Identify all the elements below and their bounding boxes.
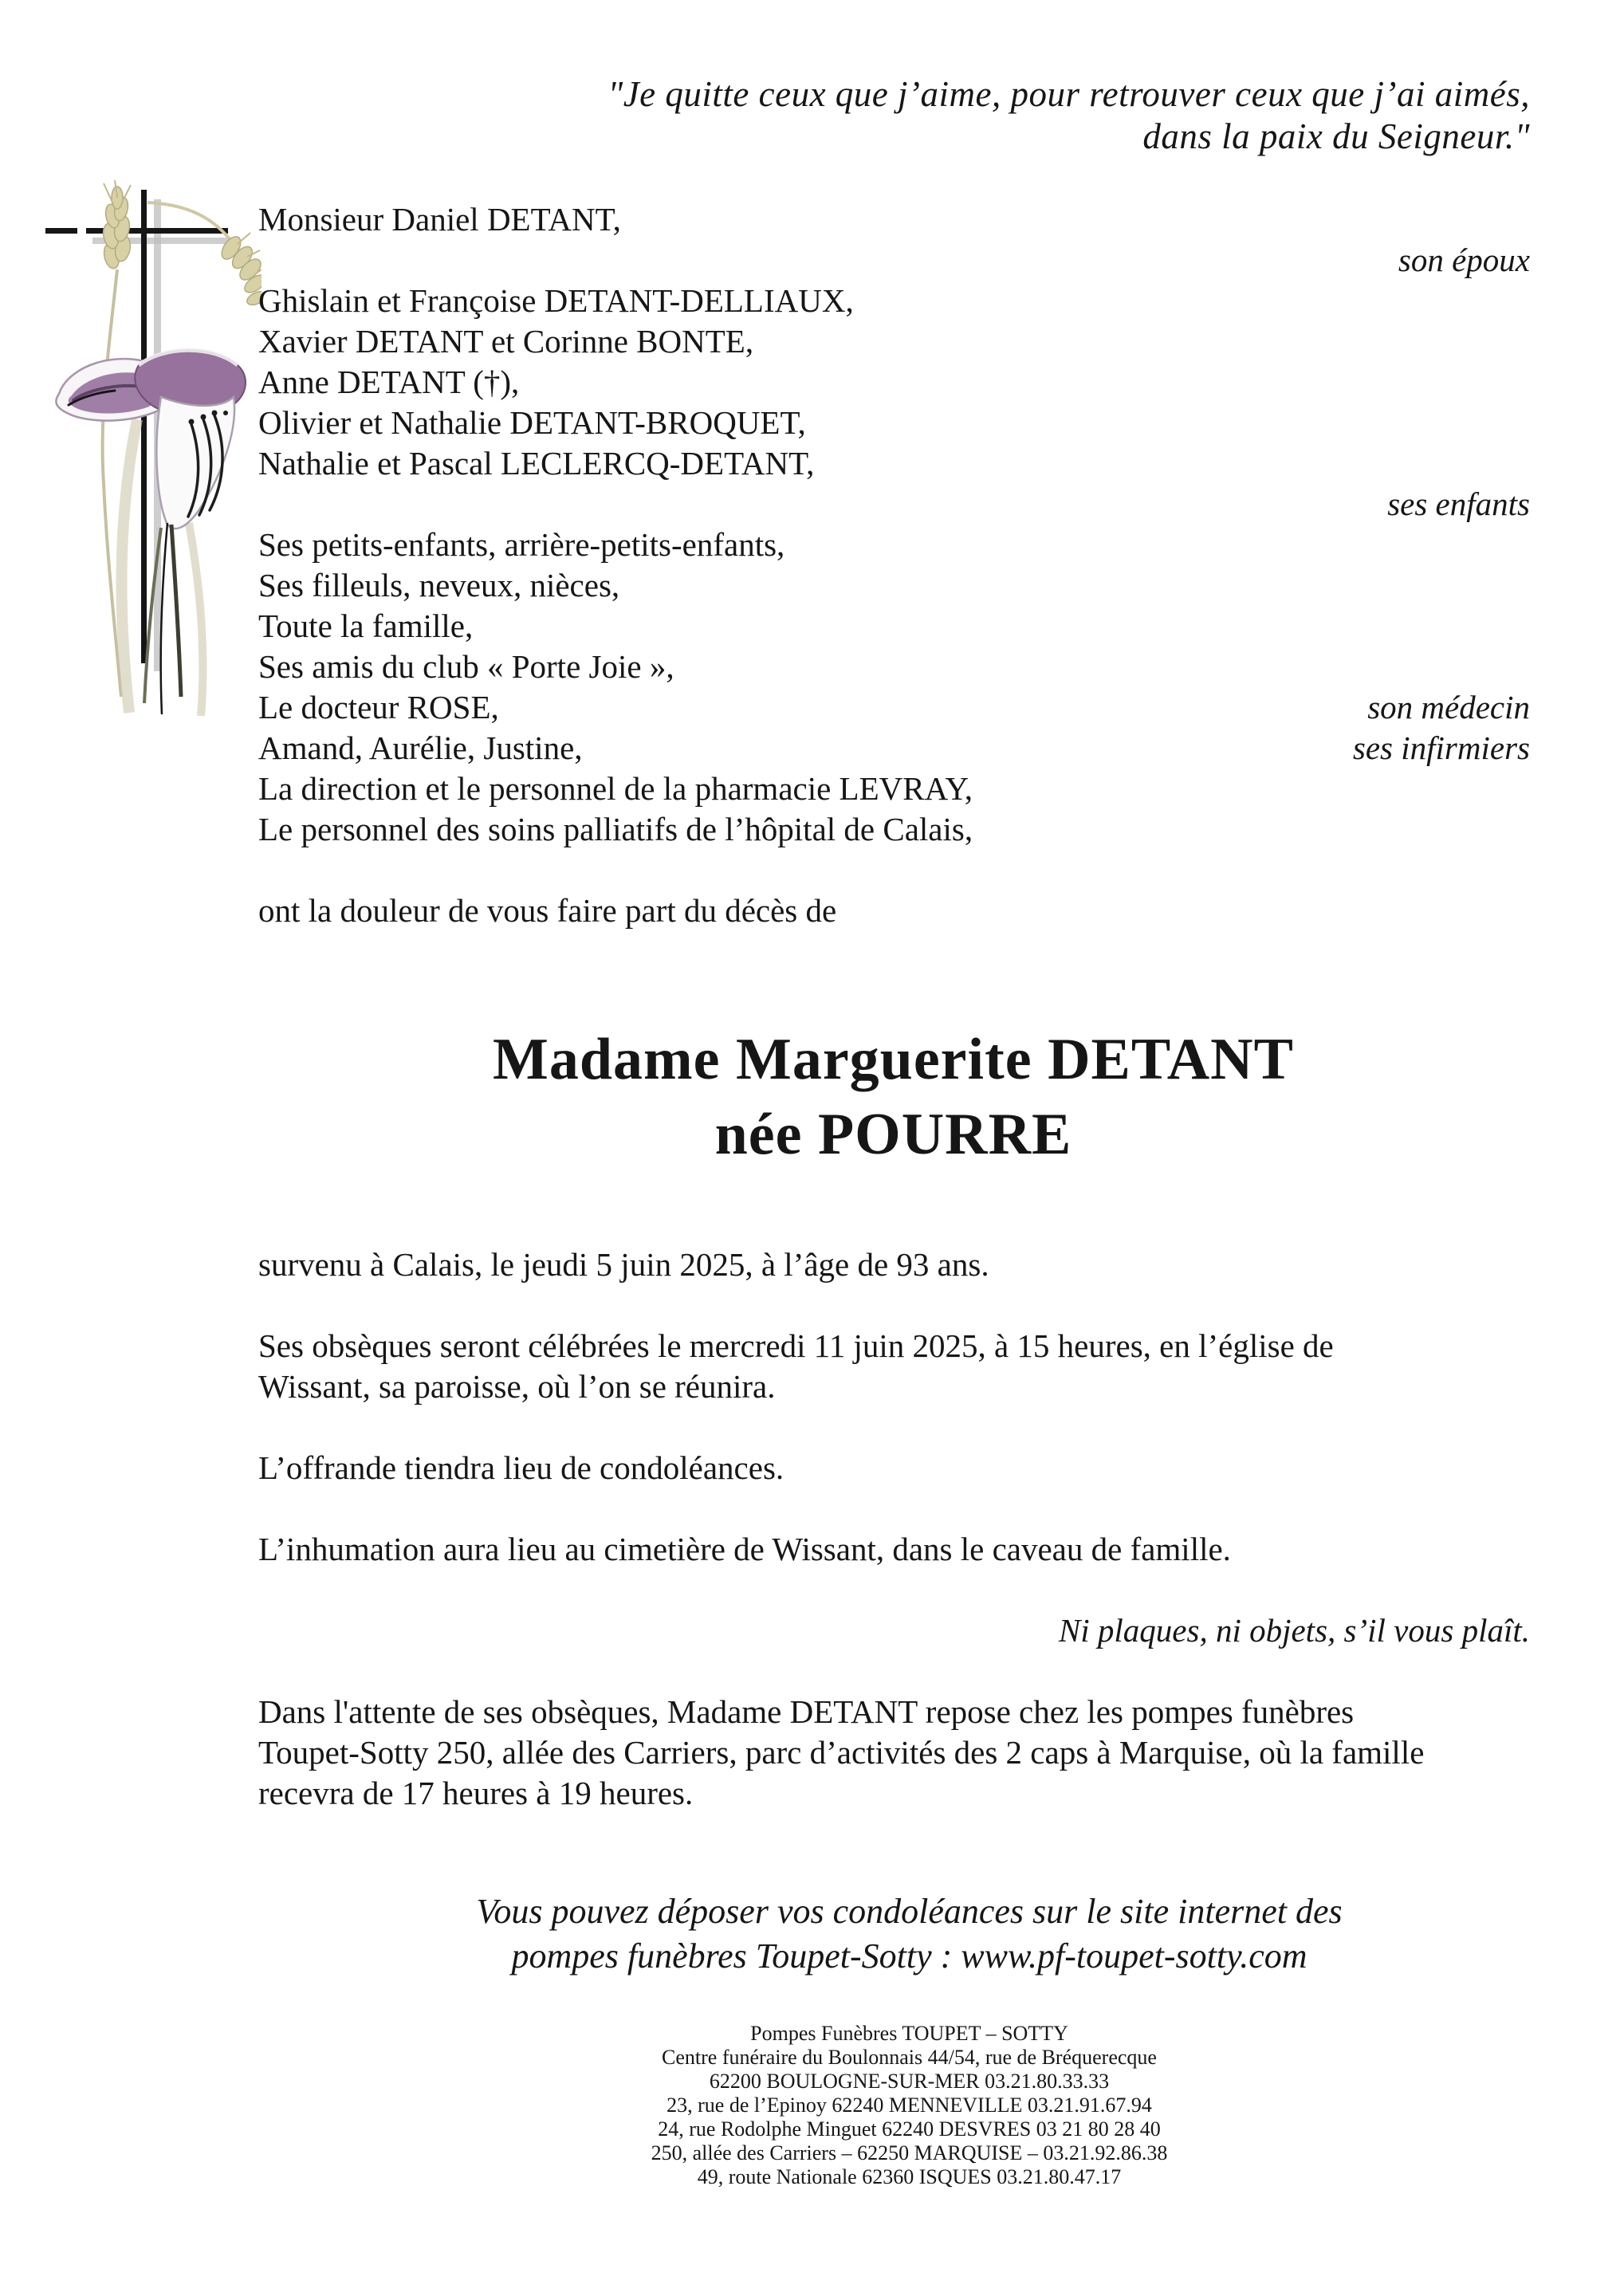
announcement-line (258, 443, 1530, 484)
no-plaques-note (258, 1610, 1530, 1651)
mourner-text: Toute la famille, (258, 607, 474, 644)
funeral-home-name: Pompes Funèbres TOUPET – SOTTY (750, 2022, 1068, 2045)
relationship-label: son époux (1398, 242, 1530, 278)
mourner-text: Xavier DETANT et Corinne BONTE, (258, 323, 754, 360)
funeral-home-footer (271, 2022, 1547, 2189)
announcement-line (258, 728, 1530, 769)
announcement-intro-text: ont la douleur de vous faire part du décès de (258, 892, 837, 929)
condolence-line: Vous pouvez déposer vos condoléances sur le site internet des (476, 1892, 1343, 1931)
announcement-line (258, 809, 1530, 850)
cross-and-lilies-illustration (41, 180, 261, 743)
deceased-name-line: Madame Marguerite DETANT (493, 1027, 1294, 1092)
mourner-text: Amand, Aurélie, Justine, (258, 729, 583, 766)
flower-stem (171, 525, 181, 697)
announcement-line (258, 606, 1530, 647)
mourner-text: Le docteur ROSE, (258, 689, 499, 725)
funeral-home-address: 62200 BOULOGNE-SUR-MER 03.21.80.33.33 (709, 2070, 1110, 2093)
wheat-ear-right (147, 202, 261, 308)
announcement-line (258, 769, 1530, 809)
details-text: L’offrande tiendra lieu de condoléances. (258, 1449, 784, 1486)
announcement-line (258, 484, 1530, 525)
mourner-text: Anne DETANT (†), (258, 364, 520, 400)
announcement-line (258, 687, 1530, 728)
details-line (258, 1366, 1530, 1407)
mourner-text: Ses amis du club « Porte Joie », (258, 648, 674, 685)
mourner-text: Nathalie et Pascal LECLERCQ-DETANT, (258, 445, 815, 482)
details-text: survenu à Calais, le jeudi 5 juin 2025, à l’âge de 93 ans. (258, 1246, 989, 1283)
mourner-text: Ses filleuls, neveux, nièces, (258, 567, 620, 603)
mourner-text: La direction et le personnel de la pharmacie LEVRAY, (258, 770, 973, 807)
deceased-maiden-name-line: née POURRE (714, 1102, 1072, 1167)
spacer-line (258, 1570, 1530, 1610)
funeral-details (258, 1244, 1530, 1814)
spacer-line (258, 1488, 1530, 1529)
calla-lily-front (135, 350, 246, 529)
leaf-stroke (189, 523, 203, 716)
opening-quote (257, 73, 1530, 158)
mourner-text: Olivier et Nathalie DETANT-BROQUET, (258, 404, 806, 441)
announcement-line (258, 362, 1530, 403)
spacer-line (258, 1407, 1530, 1448)
spacer-line (258, 850, 1530, 890)
funeral-home-address: Centre funéraire du Boulonnais 44/54, rue de Bréquerecque (662, 2046, 1157, 2069)
mourner-text: Le personnel des soins palliatifs de l’hôpital de Calais, (258, 811, 973, 847)
flower-stem (161, 523, 167, 714)
relationship-label: son médecin (1367, 689, 1530, 725)
condolence-line: pompes funèbres Toupet-Sotty : www.pf-toupet-sotty.com (511, 1936, 1307, 1976)
quote-line: dans la paix du Seigneur." (1142, 116, 1530, 156)
announcement-line (258, 240, 1530, 281)
announcement-line (258, 525, 1530, 565)
details-text: Ni plaques, ni objets, s’il vous plaît. (1058, 1612, 1530, 1649)
deceased-name-title (257, 1022, 1530, 1172)
cross-left-dash (45, 228, 77, 234)
announcement-line (258, 890, 1530, 931)
details-text: L’inhumation aura lieu au cimetière de Wissant, dans le caveau de famille. (258, 1531, 1231, 1567)
announcement-line (258, 199, 1530, 240)
funeral-home-address: 23, rue de l’Epinoy 62240 MENNEVILLE 03.21.91.67.94 (667, 2094, 1152, 2117)
announcement-line (258, 403, 1530, 443)
details-text: Wissant, sa paroisse, où l’on se réunira. (258, 1368, 776, 1405)
details-text: Dans l'attente de ses obsèques, Madame DETANT repose chez les pompes funèbres (258, 1693, 1355, 1730)
details-line (258, 1529, 1530, 1570)
mourner-text: Ses petits-enfants, arrière-petits-enfants, (258, 526, 785, 563)
mourners-list (258, 199, 1530, 931)
cross-vertical-bar (141, 190, 147, 663)
details-line (258, 1773, 1530, 1814)
details-text: recevra de 17 heures à 19 heures. (258, 1775, 694, 1811)
announcement-line (258, 565, 1530, 606)
details-line (258, 1732, 1530, 1773)
details-line (258, 1326, 1530, 1366)
quote-line: "Je quitte ceux que j’aime, pour retrouver ceux que j’ai aimés, (608, 74, 1530, 114)
online-condolences-note (271, 1889, 1547, 1979)
funeral-home-address: 49, route Nationale 62360 ISQUES 03.21.80.47.17 (697, 2165, 1122, 2188)
announcement-line (258, 321, 1530, 362)
details-line (258, 1692, 1530, 1732)
relationship-label: ses infirmiers (1352, 729, 1530, 766)
spacer-line (258, 1285, 1530, 1326)
details-line (258, 1448, 1530, 1488)
details-text: Toupet-Sotty 250, allée des Carriers, parc d’activités des 2 caps à Marquise, où la famille (258, 1734, 1425, 1771)
details-text: Ses obsèques seront célébrées le mercredi 11 juin 2025, à 15 heures, en l’église de (258, 1327, 1334, 1364)
announcement-line (258, 647, 1530, 687)
mourner-text: Ghislain et Françoise DETANT-DELLIAUX, (258, 282, 854, 319)
announcement-line (258, 281, 1530, 321)
details-line (258, 1244, 1530, 1285)
spacer-line (258, 1651, 1530, 1692)
relationship-label: ses enfants (1387, 486, 1530, 522)
funeral-home-address: 250, allée des Carriers – 62250 MARQUISE – 03.21.92.86.38 (651, 2141, 1168, 2164)
mourner-text: Monsieur Daniel DETANT, (258, 201, 621, 238)
funeral-home-address: 24, rue Rodolphe Minguet 62240 DESVRES 03 21 80 28 40 (658, 2117, 1161, 2141)
leaf-stroke (122, 419, 137, 713)
